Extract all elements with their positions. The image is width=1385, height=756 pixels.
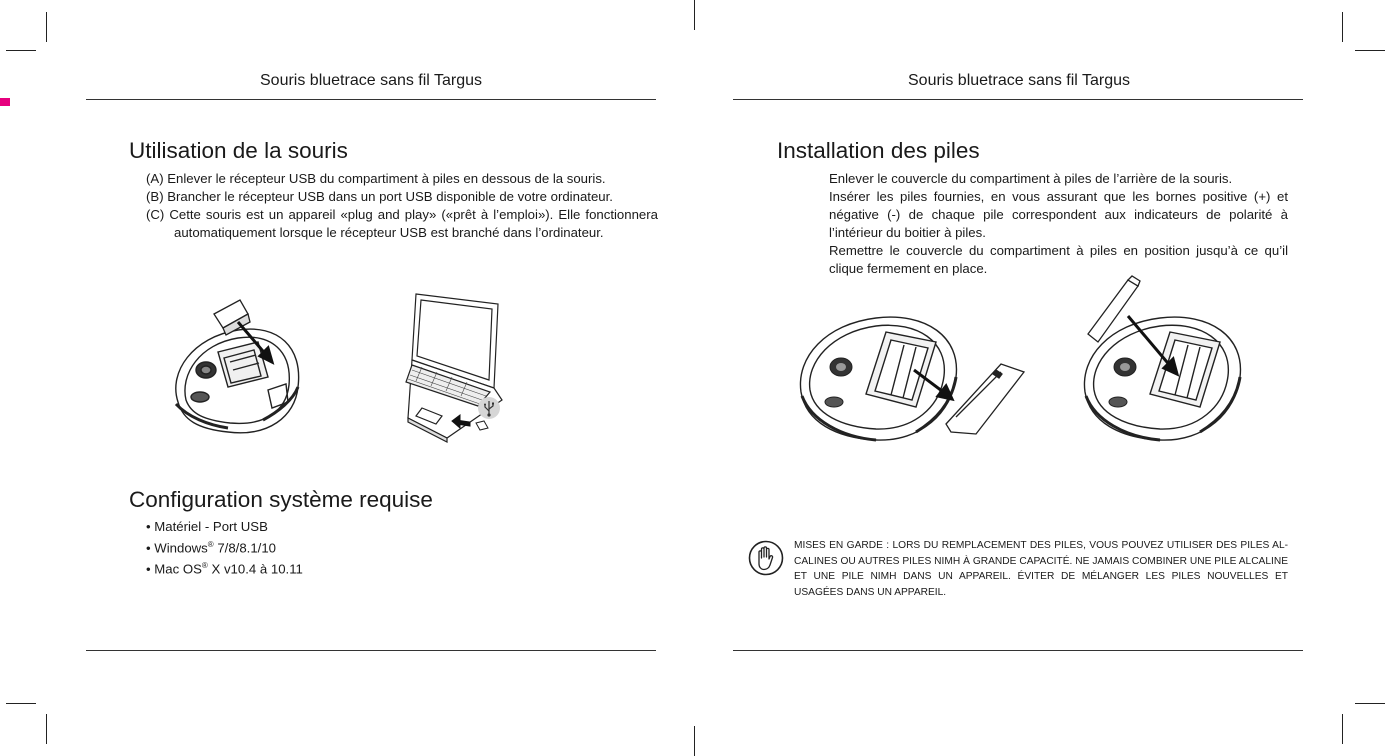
step-a: (A) Enlever le récepteur USB du compartiment à piles en dessous de la souris. (146, 171, 606, 186)
crop-mark (1355, 50, 1385, 51)
section-title: Configuration système requise (129, 487, 433, 512)
mouse-cover-removal (796, 312, 1026, 452)
crop-mark (6, 50, 36, 51)
mouse-battery-insertion (1080, 272, 1250, 452)
crop-mark (6, 703, 36, 704)
hand-warning-icon (748, 540, 784, 576)
paragraph: Remettre le couvercle du compartiment à piles en position jusqu’à ce qu’il clique fermement en place. (829, 243, 1288, 276)
crop-mark (1355, 703, 1385, 704)
section-title: Utilisation de la souris (129, 138, 348, 163)
list-item: • Windows® 7/8/8.1/10 (146, 540, 277, 556)
crop-mark (46, 714, 47, 744)
warning-text: MISES EN GARDE : LORS DU REMPLACEMENT DES PILES, VOUS POUVEZ UTILISER DES PILES AL-CALINES OU AUTRES PILES NIMH À GRANDE CAPACITÉ. NE JAMAIS COMBINER UNE PILE ALCALINE ET UNE PILE NIMH DANS UN APPAREIL. ÉVITER DE MÉLANGER LES PILES NOUVELLES ET USAGÉES DANS UN APPAREIL. (794, 540, 1288, 598)
step-b: (B) Brancher le récepteur USB dans un port USB disponible de votre ordinateur. (146, 189, 613, 204)
crop-mark (694, 726, 695, 756)
usage-steps (146, 170, 658, 242)
header-rule (86, 99, 656, 100)
crop-mark (46, 12, 47, 42)
header-rule (733, 99, 1303, 100)
page-header: Souris bluetrace sans fil Targus (908, 72, 1131, 89)
crop-mark (694, 0, 695, 30)
list-item: • Mac OS® X v10.4 à 10.11 (146, 561, 303, 577)
crop-mark (1342, 12, 1343, 42)
paragraph: Insérer les piles fournies, en vous assurant que les bornes positive (+) et négative (-) de chaque pile correspondent aux indicateurs de polarité à l’intérieur du boitier à piles. (829, 189, 1288, 240)
page-header: Souris bluetrace sans fil Targus (260, 72, 483, 89)
mouse-underside-receiver-removal (168, 292, 308, 442)
requirements-list (146, 518, 303, 579)
list-item: • Matériel - Port USB (146, 519, 268, 534)
battery-instructions (829, 170, 1288, 278)
footer-rule (733, 650, 1303, 651)
section-title: Installation des piles (777, 138, 980, 163)
usb-icon (477, 396, 501, 420)
footer-rule (86, 650, 656, 651)
crop-mark (1342, 714, 1343, 744)
color-registration-mark (0, 98, 10, 106)
step-c: (C) Cette souris est un appareil «plug and play» («prêt à l’emploi»). Elle fonctionnera automatiquement lorsque le récepteur USB est branché dans l’ordinateur. (146, 207, 658, 240)
paragraph: Enlever le couvercle du compartiment à piles de l’arrière de la souris. (829, 171, 1233, 186)
